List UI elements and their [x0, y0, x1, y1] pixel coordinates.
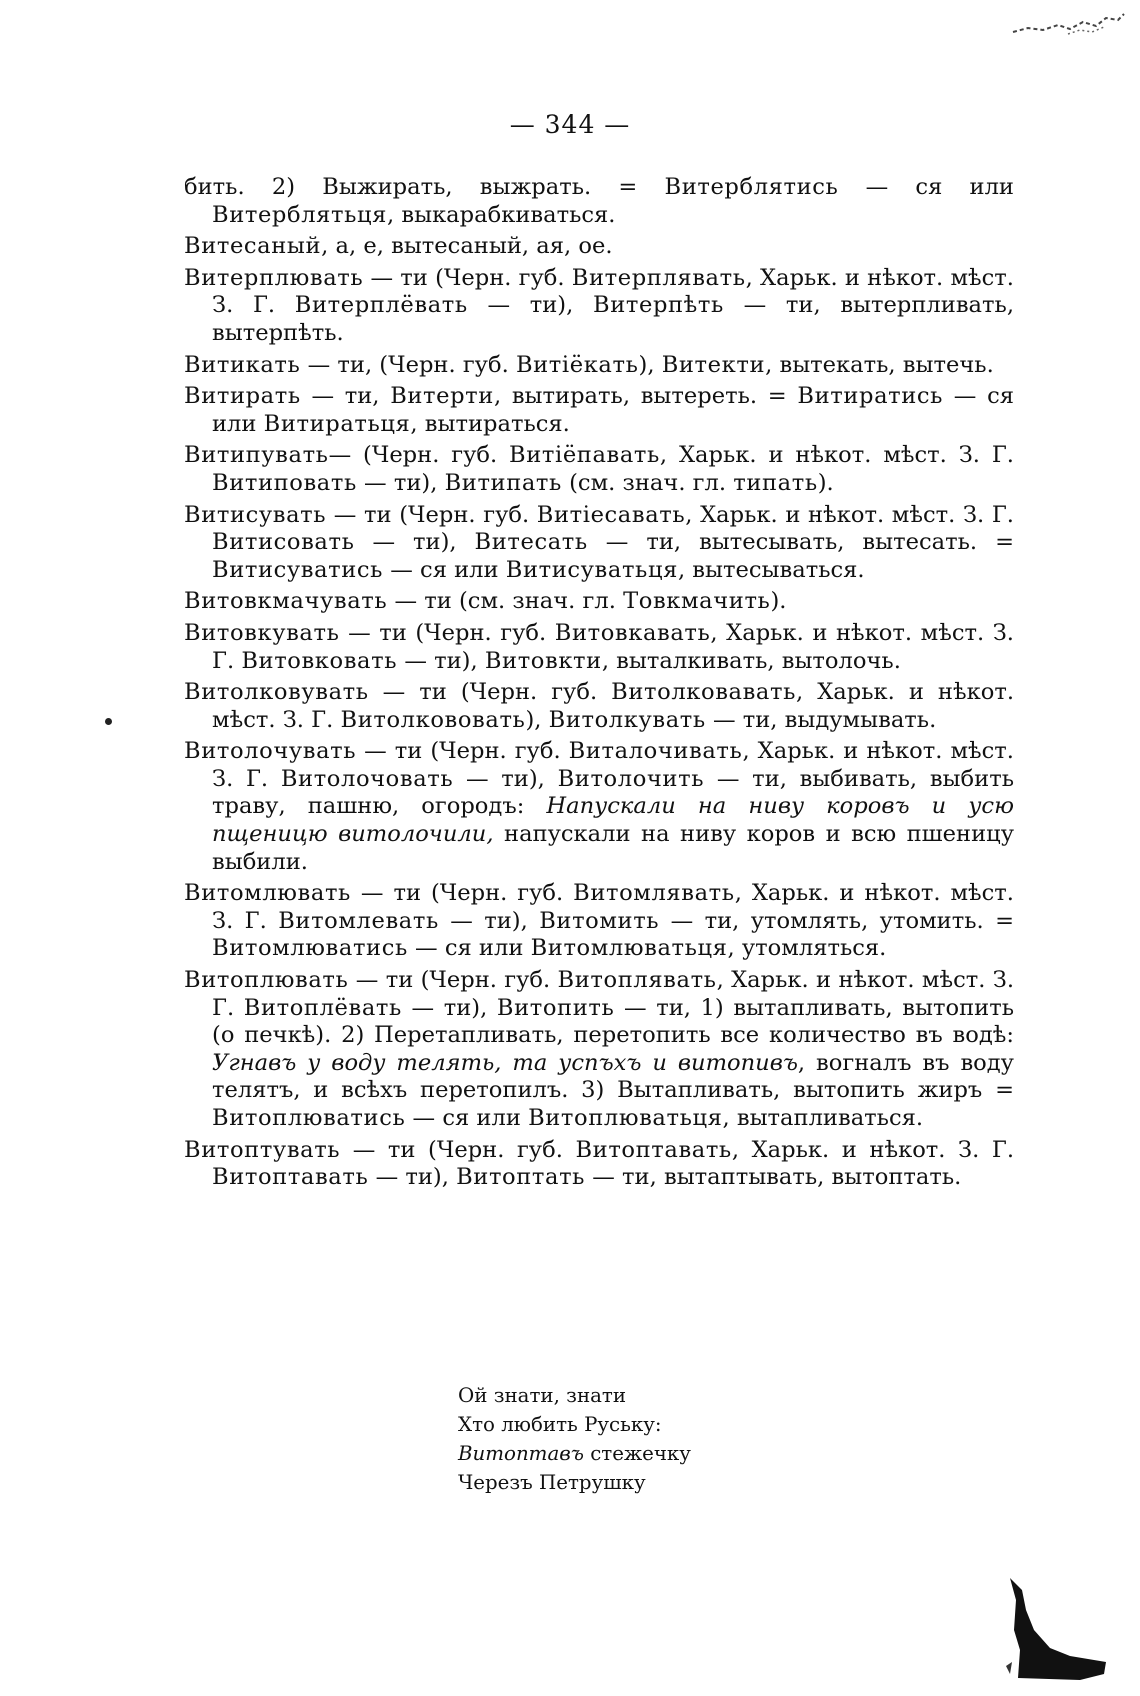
verse-line	[458, 1439, 691, 1468]
entry-text: , Харьк. и нѣкот. З. Г.	[731, 1136, 1014, 1163]
headword: Виталочивать	[568, 738, 743, 765]
entry-text: — ти (Черн. губ.	[363, 264, 572, 291]
entry-text: , Харьк. и нѣкот. мѣст. З. Г.	[212, 880, 1014, 934]
entry	[184, 383, 1014, 438]
headword: Витесаный	[184, 233, 322, 260]
page-number: — 344 —	[509, 110, 631, 139]
entry-text: — ся или	[838, 174, 1014, 200]
entry-text: , Харьк. и нѣкот. мѣст. З. Г.	[212, 738, 1014, 792]
entry-text: — ти (Черн. губ.	[356, 738, 569, 765]
entry-text: — ти, вытесывать, вытесать. =	[587, 529, 1015, 556]
headword: Витоплявать	[557, 967, 717, 994]
entry-text: — ти (Черн. губ.	[348, 967, 558, 994]
entry-text: — ти, вытерпливать, вытерпѣть.	[212, 292, 1015, 346]
headword: Витерпѣть	[593, 292, 724, 319]
entry-text: — ти),	[354, 529, 475, 556]
entry-text: — ти, вытаптывать, вытоптать.	[585, 1164, 962, 1191]
entry-continuation	[184, 174, 1014, 229]
entry-text: — ти, утомлять, утомить. =	[659, 907, 1015, 934]
entry-text: , вытирать, вытереть. =	[493, 383, 798, 410]
entry-text: напускали на ниву коров и всю пшеницу выбили.	[212, 821, 1014, 875]
headword: Витисувать	[184, 501, 327, 528]
headword: Витерплёвать	[294, 292, 468, 319]
entry-text: , Харьк. и нѣкот. мѣст. З. Г.	[212, 264, 1014, 319]
entry-text: , вытекать, вытечь.	[765, 351, 994, 378]
headword: Витоплёвать	[243, 994, 402, 1021]
headword: Витисовать	[212, 529, 355, 556]
headword: Витомлюватьця	[530, 935, 728, 962]
headword: Витоптавать	[212, 1164, 369, 1191]
headword: Витолочувать	[184, 738, 357, 765]
headword: Витовковать	[241, 647, 398, 674]
entry-text: — ти (Черн. губ.	[350, 880, 574, 907]
entry-text: , вытапливаться.	[722, 1105, 924, 1131]
headword: Витолочовать	[280, 765, 454, 792]
headword: типать	[733, 469, 818, 496]
headword: Витiёпавать	[509, 442, 660, 469]
entry-text: , выталкивать, вытолочь.	[601, 647, 901, 674]
headword: Витерблятись	[664, 174, 839, 200]
entry-text: — ти (см. знач. гл.	[387, 588, 624, 615]
headword: Витiёкать	[515, 351, 639, 378]
entry-text: ),	[525, 706, 549, 733]
headword: Витекти	[661, 351, 766, 378]
headword: Витиратьця	[263, 410, 411, 437]
entry-text: ).	[817, 469, 834, 496]
entry-text: — ти),	[356, 469, 445, 496]
headword: Витесать	[474, 529, 588, 556]
entry-text: бить. 2) Выжирать, выжрать. =	[184, 174, 665, 200]
headword: Витолочить	[557, 765, 705, 792]
scan-artifact-top	[1008, 10, 1128, 40]
entry-text: , выкарабкиваться.	[387, 201, 616, 228]
headword: Витопить	[496, 994, 615, 1021]
entry-text: — ти,	[300, 383, 391, 410]
headword: Витерти	[390, 383, 494, 410]
headword: Витерплювать	[184, 264, 364, 291]
entry-text: , а, е, вытесаный, ая, ое.	[321, 233, 613, 260]
entry	[184, 588, 1014, 616]
example-quote: Напускали на ниву коровъ и усю пщеницю витолочили,	[212, 793, 1014, 848]
entry	[184, 967, 1014, 1133]
entry-text: — ти),	[397, 647, 485, 674]
headword: Витомлявать	[573, 880, 735, 907]
entry-text: — ти (Черн. губ.	[339, 619, 555, 646]
verse-quote	[458, 1381, 691, 1497]
entry-text: — ти),	[401, 994, 497, 1021]
entry	[184, 679, 1014, 734]
headword: Витикать	[184, 351, 301, 378]
entry-text: , Харьк. и нѣкот. мѣст. З. Г.	[212, 619, 1014, 674]
entry-text: (см. знач. гл.	[561, 469, 734, 496]
entry	[184, 620, 1014, 675]
entry-text: — ся или	[405, 1105, 529, 1131]
dictionary-column	[184, 176, 1014, 1196]
entry	[184, 233, 1014, 261]
scan-artifact-dot	[105, 718, 112, 725]
headword: Витоптать	[456, 1164, 586, 1191]
entry	[184, 352, 1014, 380]
headword: Витомлювать	[184, 880, 351, 907]
verse-italic-word: Витоптавъ	[458, 1442, 584, 1465]
entry-text: ).	[770, 588, 787, 615]
entry	[184, 265, 1014, 348]
scan-artifact-bottom	[1000, 1570, 1110, 1682]
headword: Витисуватись	[212, 556, 384, 583]
entry-text: — ти),	[467, 292, 594, 319]
headword: Витипать	[444, 469, 562, 496]
entry-text: , утомляться.	[727, 935, 887, 962]
entry-text: — ти, выдумывать.	[705, 706, 937, 733]
verse-line: Хто любить Руську:	[458, 1413, 662, 1436]
entry-text: ),	[638, 351, 662, 378]
verse-text: стежечку	[583, 1442, 691, 1465]
headword: Витисуватьця	[505, 556, 678, 583]
entry-text: — ся или	[212, 383, 1014, 437]
headword: Витолкувать	[548, 706, 706, 733]
verse-line: Ой знати, знати	[458, 1384, 627, 1407]
entry-text: , вытесываться.	[677, 556, 865, 583]
entry-text: — ти),	[368, 1164, 457, 1191]
entry	[184, 880, 1014, 963]
headword: Витипувать	[184, 442, 329, 469]
headword: Витерблятьця	[212, 201, 387, 228]
headword: Товкмачить	[623, 588, 771, 615]
entry-text: — ти (Черн. губ.	[326, 501, 537, 528]
headword: Витолковувать	[184, 679, 369, 706]
headword: Витоптавать	[575, 1136, 732, 1163]
entry-text: — ти),	[438, 907, 540, 934]
headword: Витовкмачувать	[184, 588, 388, 615]
entry-text: — ти (Черн. губ.	[340, 1136, 576, 1163]
entry	[184, 738, 1014, 876]
headword: Витомить	[539, 907, 660, 934]
entry-text: — ся или	[407, 935, 531, 962]
entry	[184, 442, 1014, 497]
entry-text: , Харьк. и нѣкот. мѣст. З. Г.	[685, 501, 1014, 528]
headword: Витиповать	[212, 469, 357, 496]
headword: Витолкововать	[340, 706, 526, 733]
entry-text: — ти),	[453, 765, 558, 792]
headword: Витиратись	[797, 383, 944, 410]
entry-text: — ся или	[383, 556, 506, 583]
entry-text: — ти, 1) вытапливать, вытопить (о печкѣ). 2) Перетапливать, перетопить все количество въ водѣ:	[212, 994, 1014, 1049]
headword: Витовкувать	[184, 619, 340, 646]
entry-text: — ти, (Черн. губ.	[300, 351, 516, 378]
entry	[184, 1137, 1014, 1192]
headword: Витоплюватьця	[528, 1105, 723, 1131]
entry	[184, 502, 1014, 585]
headword: Витоплювать	[184, 967, 349, 994]
headword: Витiесавать	[536, 501, 686, 528]
entry-text: — ти (Черн. губ.	[368, 679, 612, 706]
entry-text: , вытираться.	[410, 410, 570, 437]
headword: Витерплявать	[571, 264, 746, 291]
headword: Витовкавать	[554, 619, 711, 646]
entry-text: , Харьк. и нѣкот. мѣст. З. Г.	[659, 442, 1014, 469]
headword: Витолковавать	[611, 679, 796, 706]
entry-text: , Харьк. и нѣкот. мѣст. З. Г.	[212, 967, 1014, 1021]
headword: Витоплюватись	[212, 1105, 406, 1131]
entry-text: , вогналъ въ воду телятъ, и всѣхъ перетопилъ. 3) Вытапливать, вытопить жиръ =	[212, 1049, 1014, 1104]
entry-text: — ти, выбивать, выбить траву, пашню, огородъ:	[212, 765, 1014, 820]
headword: Витовкти	[484, 647, 602, 674]
entry-text: — (Черн. губ.	[328, 442, 510, 469]
headword: Витомлевать	[278, 907, 439, 934]
headword: Витомлюватись	[212, 935, 408, 962]
verse-line: Черезъ Петрушку	[458, 1471, 646, 1494]
example-quote: Угнавъ у воду телять, та успъхъ и витопивъ	[212, 1049, 798, 1076]
headword: Витирать	[184, 383, 301, 410]
headword: Витоптувать	[184, 1136, 341, 1163]
entry-text: , Харьк. и нѣкот. мѣст. З. Г.	[212, 679, 1014, 733]
